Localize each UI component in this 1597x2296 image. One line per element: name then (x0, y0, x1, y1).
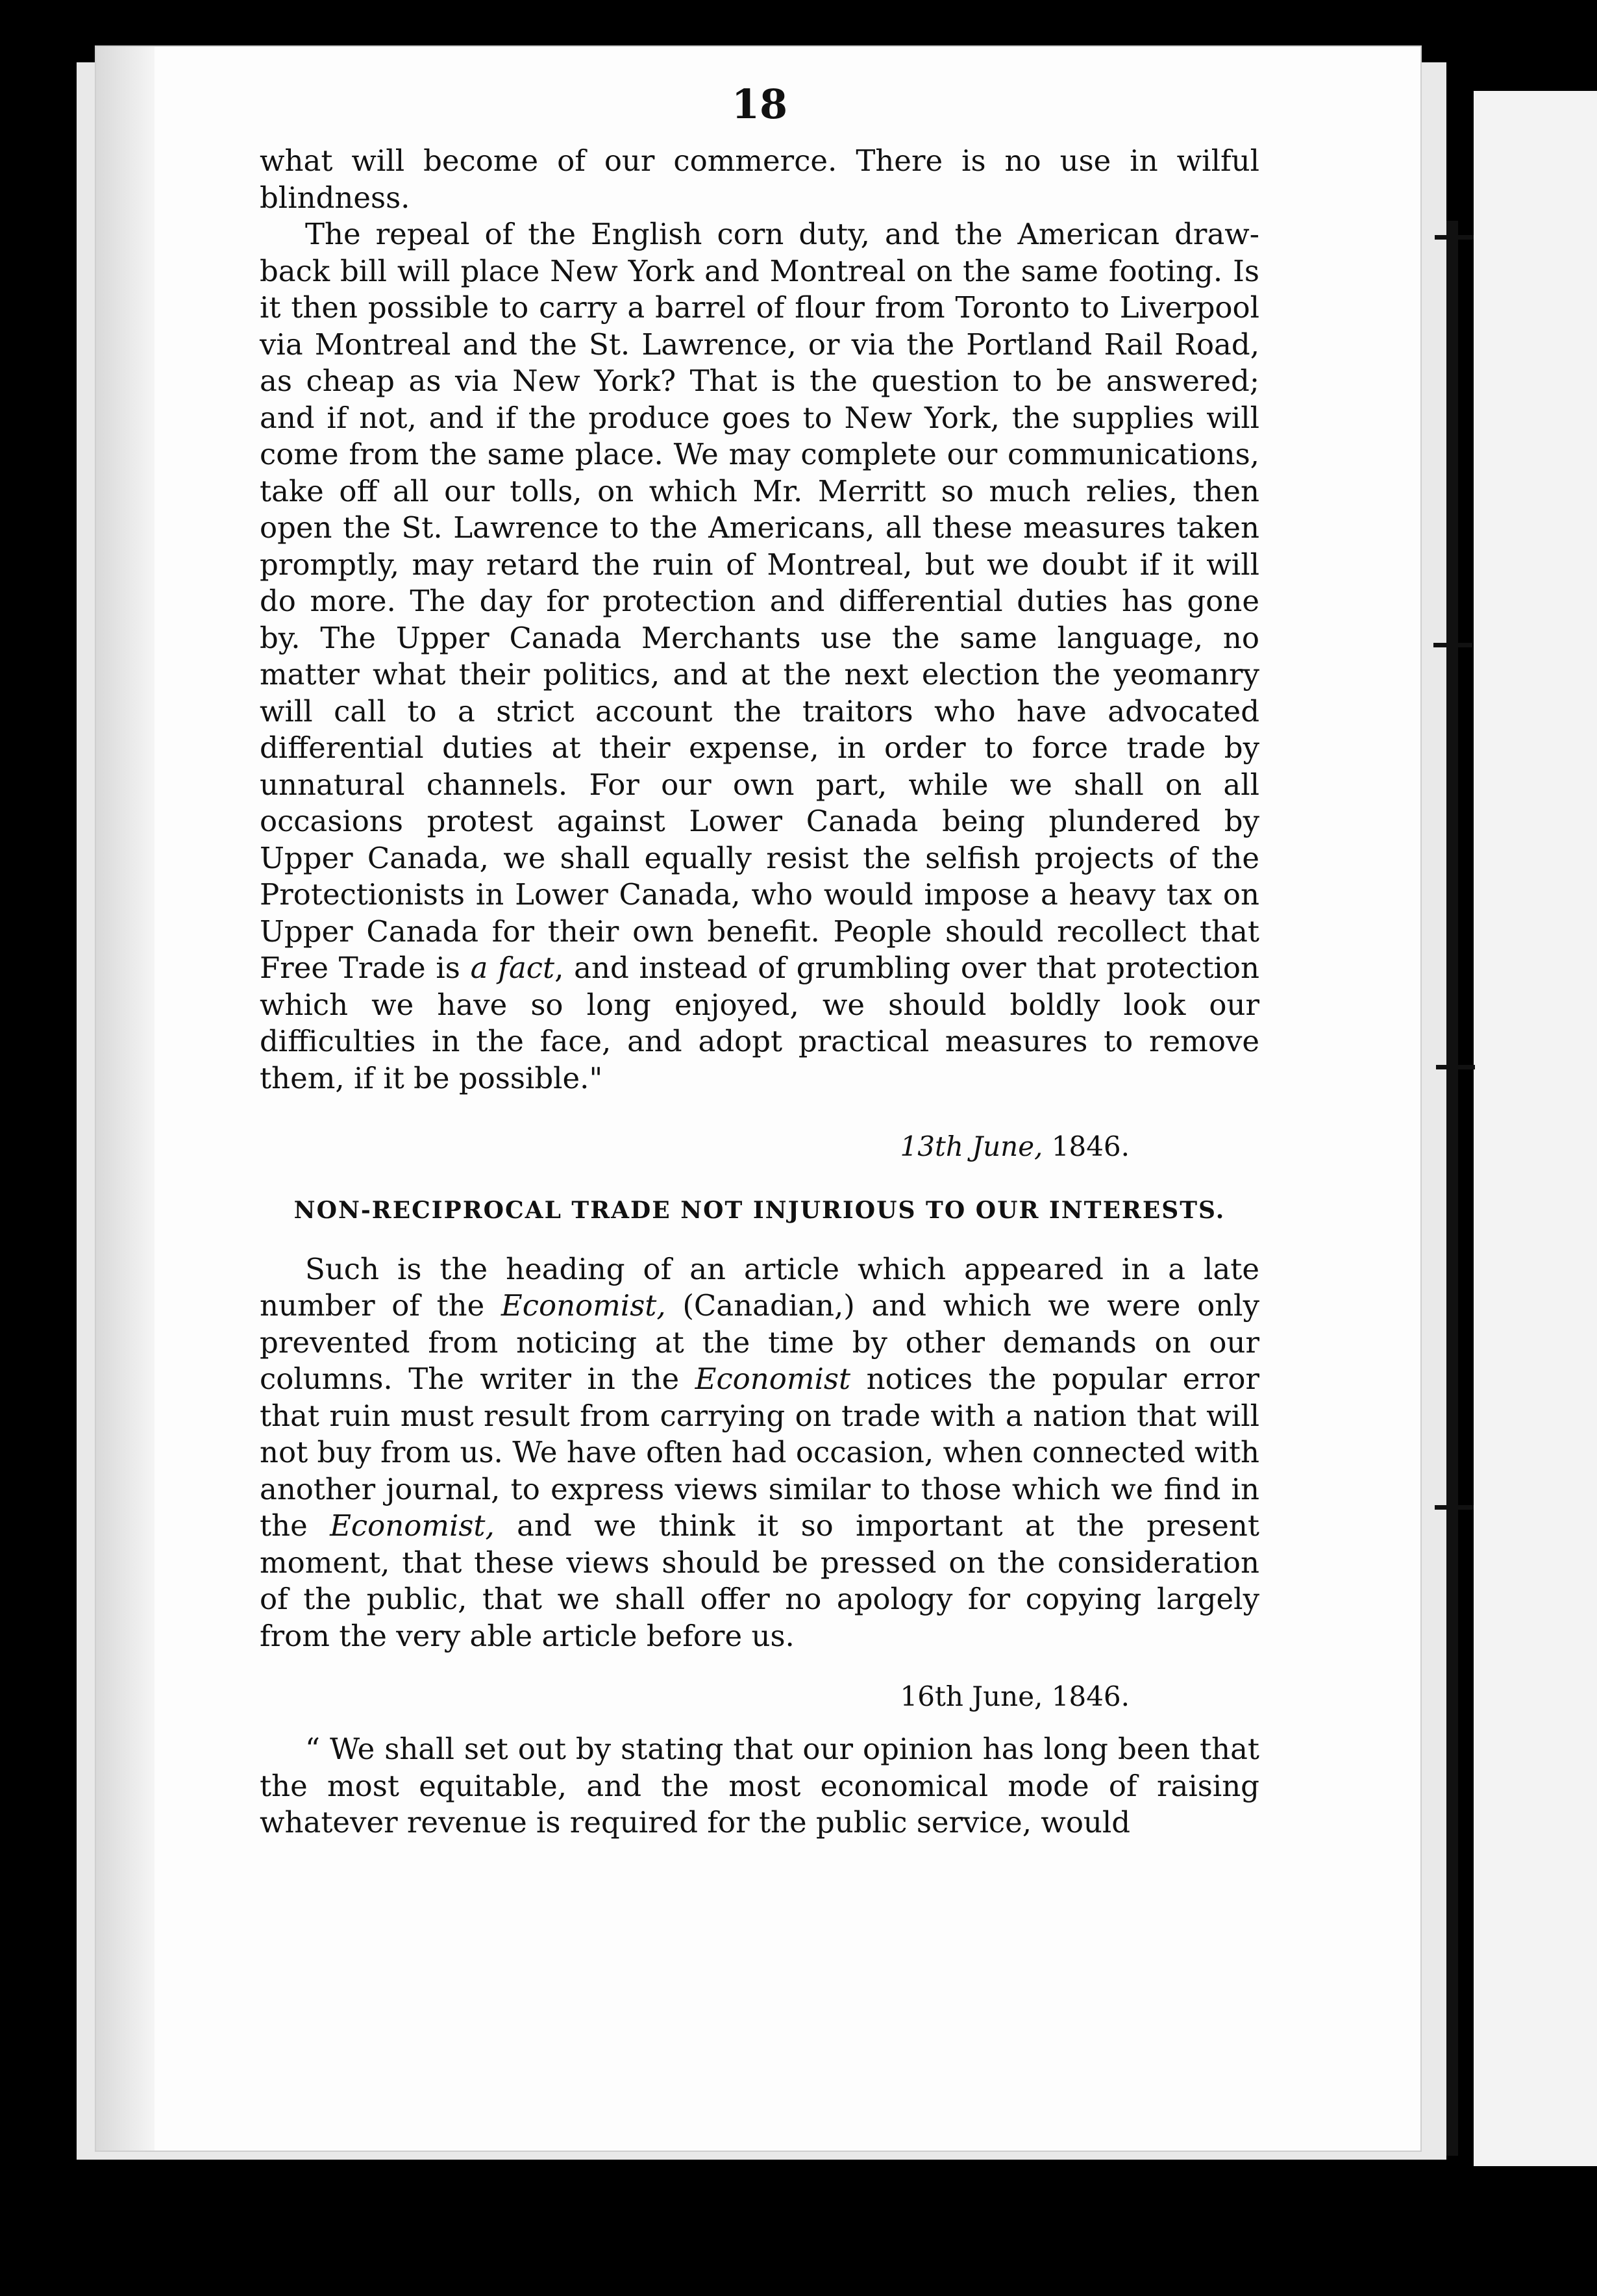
date-line-2 (260, 1680, 1130, 1713)
italic-segment: Economist (695, 1362, 851, 1397)
italic-segment: Economist, (501, 1288, 666, 1323)
date-day: 13th June, (900, 1130, 1043, 1162)
text-segment: The repeal of the English corn duty, and the American draw-back bill will place New York and Montreal on the same footing. Is it then possible to carry a barrel of flour from Toronto to Liverpool via Montreal and the St. Lawrence, or via the Portland Rail Road, as cheap as via New York? That is the question to be answered; and if not, and if the produce goes to New York, the supplies will come from the same place. We may complete our communications, take off all our tolls, on which Mr. Merritt so much relies, then open the St. Lawrence to the Americans, all these measures taken promptly, may retard the ruin of Montreal, but we doubt if it will do more. The day for protection and differential duties has gone by. The Upper Canada Merchants use the same language, no matter what their politics, and at the next election the yeomanry will call to a strict account the traitors who have advocated differential duties at their expense, in order to force trade by unnatural channels. For our own part, while we shall on all occasions protest against Lower Canada being plundered by Upper Canada, we shall equally resist the selfish projects of the Protectionists in Lower Canada, who would impose a heavy tax on Upper Canada for their own benefit. People should recollect that Free Trade is (260, 217, 1259, 985)
paragraph-quote-start: “ We shall set out by stating that our opinion has long been that the most equitable, and the most economical mode of raising whatever revenue is required for the public service, would (260, 1732, 1259, 1840)
paragraph-economist (260, 1251, 1259, 1655)
binding-edge (1446, 221, 1458, 2156)
binding-tick (1435, 235, 1474, 240)
binding-tick (1436, 1065, 1475, 1069)
paragraph-continuation: what will become of our commerce. There is no use in wilful blindness. (260, 144, 1259, 215)
text-segment: and we think it so important at the present moment, that these views should be pressed on the consideration of the public, that we shall offer no apology for copying largely from the very able article before us. (260, 1508, 1259, 1653)
text-segment: (Canadian,) and which we were only prevented from noticing at the time by other demands on our columns. The writer in the (260, 1288, 1259, 1397)
page-number: 18 (731, 81, 788, 128)
text-segment: , and instead of grumbling over that protection which we have so long enjoyed, we should boldly look our difficulties in the face, and adopt practical measures to remove them, if it be possible." (260, 951, 1260, 1095)
binding-tick (1435, 1505, 1474, 1510)
paragraph-corn-duty (260, 216, 1259, 1097)
italic-segment: Economist, (330, 1508, 495, 1543)
italic-segment: a fact (470, 951, 555, 985)
page-content (260, 81, 1260, 1841)
page-gutter (96, 47, 155, 2151)
facing-page-edge (1474, 91, 1597, 2166)
text-segment: notices the popular error that ruin must result from carrying on trade with a nation that will not buy from us. We have often had occasion, when connected with another journal, to express views similar to those which we find in the (260, 1362, 1259, 1543)
date-line-1 (260, 1130, 1130, 1163)
date-year: 1846. (1043, 1130, 1130, 1162)
date-day: 16th June, (900, 1680, 1043, 1713)
section-heading: NON-RECIPROCAL TRADE NOT INJURIOUS TO OUR INTERESTS. (293, 1197, 1226, 1225)
binding-tick (1433, 643, 1472, 647)
date-year: 1846. (1043, 1680, 1130, 1713)
text-segment: Such is the heading of an article which appeared in a late number of the (260, 1251, 1259, 1323)
